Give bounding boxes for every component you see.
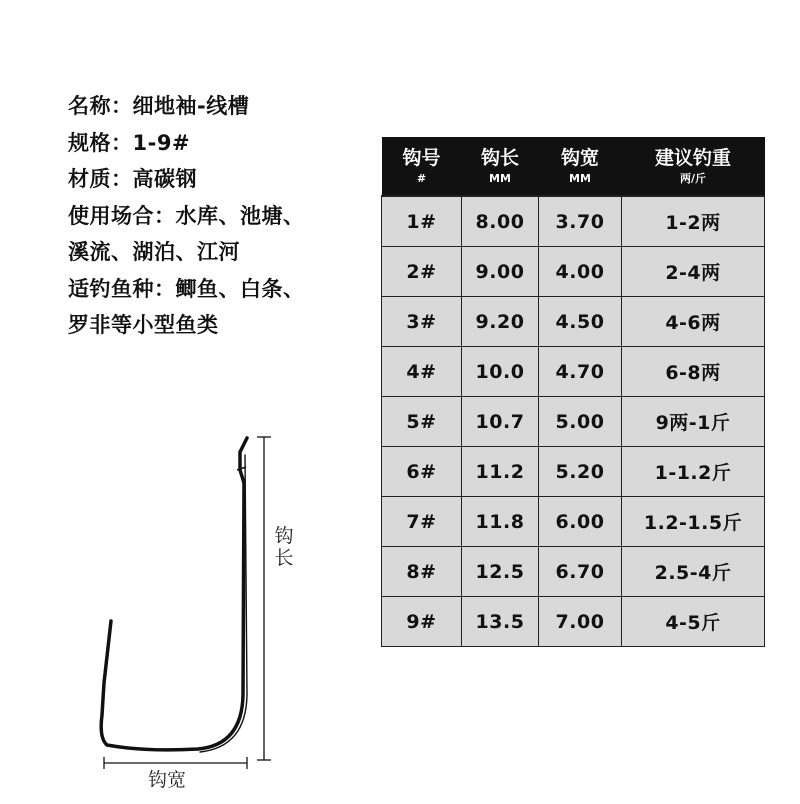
spec-usage-line-1: 使用场合：水库、池塘、	[68, 203, 305, 228]
spec-material: 材质：高碳钢	[68, 167, 197, 191]
cell-hook-number: 9#	[382, 597, 462, 647]
cell-hook-length: 10.7	[462, 397, 539, 447]
cell-hook-number: 7#	[382, 497, 462, 547]
hook-diagram	[90, 425, 310, 800]
hook-drawing	[90, 425, 310, 800]
cell-hook-number: 6#	[382, 447, 462, 497]
cell-hook-length: 9.20	[462, 297, 539, 347]
cell-hook-length: 13.5	[462, 597, 539, 647]
spec-name: 名称：细地袖-线槽	[68, 94, 250, 118]
header-label: 建议钓重	[654, 147, 731, 169]
size-table	[381, 137, 765, 647]
header-unit: MM	[489, 172, 511, 185]
table-header-row	[382, 137, 765, 196]
cell-hook-width: 4.00	[539, 247, 622, 297]
header-label: 钩长	[480, 147, 519, 169]
spec-usage-line-2: 溪流、湖泊、江河	[68, 240, 240, 264]
cell-recommended-weight: 6-8两	[622, 347, 765, 397]
cell-hook-number: 4#	[382, 347, 462, 397]
cell-hook-width: 6.00	[539, 497, 622, 547]
table-row	[382, 297, 765, 347]
cell-hook-width: 5.20	[539, 447, 622, 497]
table-row	[382, 547, 765, 597]
cell-recommended-weight: 1-2两	[622, 196, 765, 247]
header-label: 钩号	[402, 147, 441, 169]
spec-fish-line-2: 罗非等小型鱼类	[68, 313, 219, 337]
cell-recommended-weight: 1.2-1.5斤	[622, 497, 765, 547]
spec-list	[68, 88, 305, 344]
cell-hook-length: 11.8	[462, 497, 539, 547]
table-row	[382, 347, 765, 397]
header-unit: MM	[569, 172, 591, 185]
spec-size-range: 规格：1-9#	[68, 130, 191, 155]
spec-fish-line-1: 适钓鱼种：鲫鱼、白条、	[68, 276, 305, 301]
cell-hook-length: 11.2	[462, 447, 539, 497]
cell-recommended-weight: 4-5斤	[622, 597, 765, 647]
cell-hook-width: 3.70	[539, 196, 622, 247]
length-label: 钩长	[274, 525, 294, 569]
cell-recommended-weight: 9两-1斤	[622, 397, 765, 447]
cell-hook-number: 2#	[382, 247, 462, 297]
table-row	[382, 447, 765, 497]
hook-shank-inner	[200, 455, 247, 752]
table-row	[382, 247, 765, 297]
cell-hook-number: 8#	[382, 547, 462, 597]
cell-hook-number: 1#	[382, 196, 462, 247]
header-hook-width	[539, 137, 622, 196]
cell-hook-width: 4.50	[539, 297, 622, 347]
width-label: 钩宽	[148, 769, 187, 791]
cell-recommended-weight: 2-4两	[622, 247, 765, 297]
cell-recommended-weight: 2.5-4斤	[622, 547, 765, 597]
cell-recommended-weight: 4-6两	[622, 297, 765, 347]
cell-hook-width: 4.70	[539, 347, 622, 397]
table-row	[382, 397, 765, 447]
cell-hook-number: 5#	[382, 397, 462, 447]
table-row	[382, 597, 765, 647]
cell-hook-length: 12.5	[462, 547, 539, 597]
cell-hook-number: 3#	[382, 297, 462, 347]
cell-hook-width: 6.70	[539, 547, 622, 597]
cell-hook-width: 7.00	[539, 597, 622, 647]
cell-recommended-weight: 1-1.2斤	[622, 447, 765, 497]
cell-hook-length: 9.00	[462, 247, 539, 297]
header-label: 钩宽	[560, 147, 599, 169]
hook-shank	[101, 438, 247, 750]
header-hook-length	[462, 137, 539, 196]
header-recommended-weight	[622, 137, 765, 196]
table-row	[382, 497, 765, 547]
table-row	[382, 196, 765, 247]
cell-hook-width: 5.00	[539, 397, 622, 447]
cell-hook-length: 8.00	[462, 196, 539, 247]
header-hook-number	[382, 137, 462, 196]
header-unit: #	[416, 172, 427, 185]
cell-hook-length: 10.0	[462, 347, 539, 397]
header-unit: 两/斤	[679, 172, 707, 185]
